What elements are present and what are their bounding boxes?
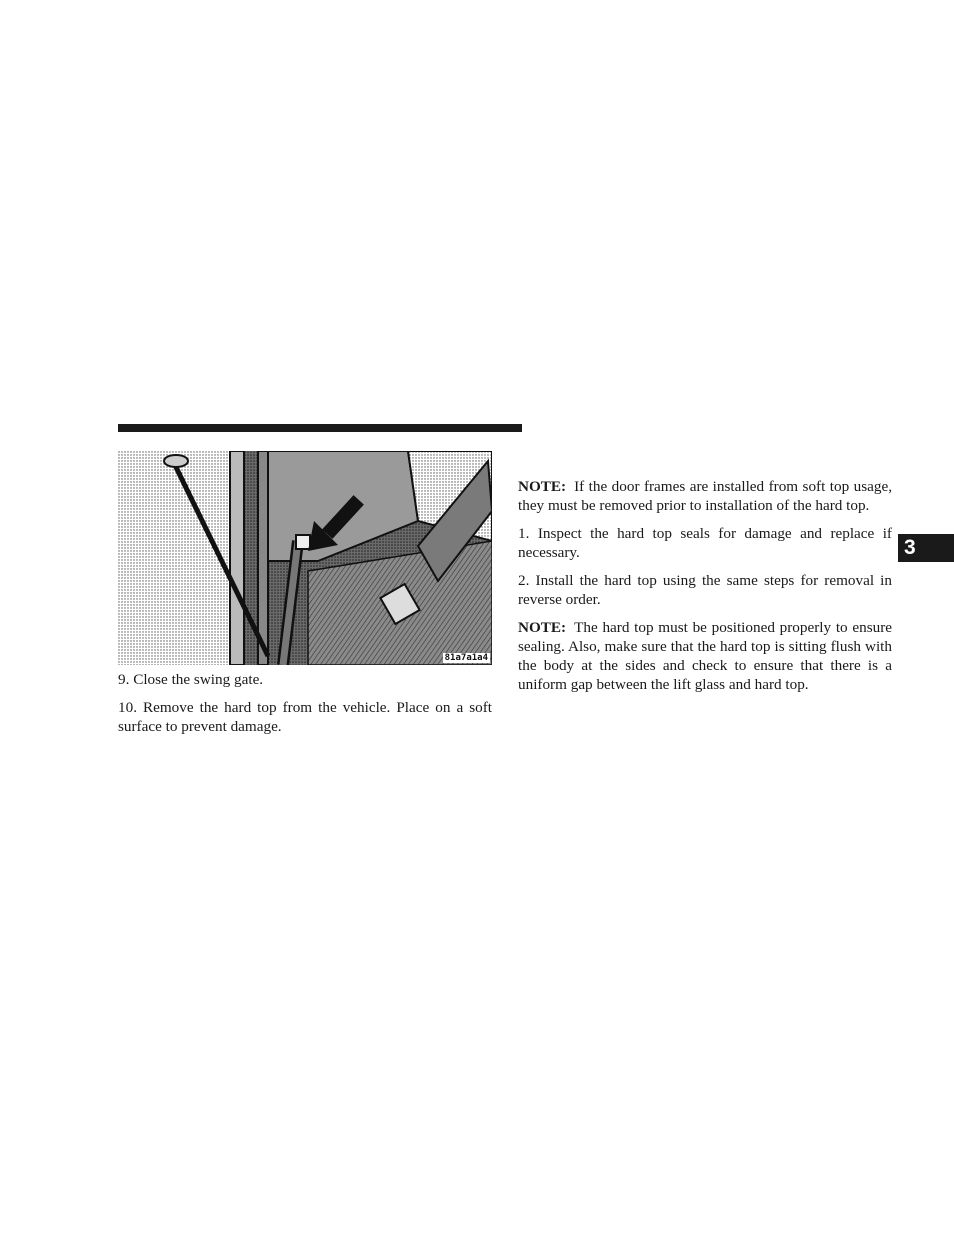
step-9-text: 9. Close the swing gate. bbox=[118, 671, 264, 688]
left-column bbox=[118, 670, 492, 745]
hard-top-illustration bbox=[118, 451, 492, 665]
section-tab: 3 bbox=[898, 534, 954, 562]
section-divider-bar bbox=[118, 424, 522, 432]
install-step-1-text: 1. Inspect the hard top seals for damage and replace if necessary. bbox=[518, 525, 892, 561]
note-paragraph bbox=[518, 477, 892, 515]
note-label: NOTE: bbox=[518, 619, 567, 636]
step-10-text: 10. Remove the hard top from the vehicle. Place on a soft surface to prevent damage. bbox=[118, 699, 492, 735]
figure-reference-code: 81a7a1a4 bbox=[444, 653, 488, 663]
note-label: NOTE: bbox=[518, 478, 567, 495]
right-column bbox=[518, 477, 892, 703]
note-text: If the door frames are installed from soft top usage, they must be removed prior to installation of the hard top. bbox=[518, 478, 892, 514]
install-step-2-text: 2. Install the hard top using the same steps for removal in reverse order. bbox=[518, 572, 892, 608]
note-text: The hard top must be positioned properly to ensure sealing. Also, make sure that the hard top is sitting flush with the body at the sides and check to ensure that there is a uniform gap between the lift glass and hard top. bbox=[518, 619, 892, 693]
note-paragraph bbox=[518, 618, 892, 694]
